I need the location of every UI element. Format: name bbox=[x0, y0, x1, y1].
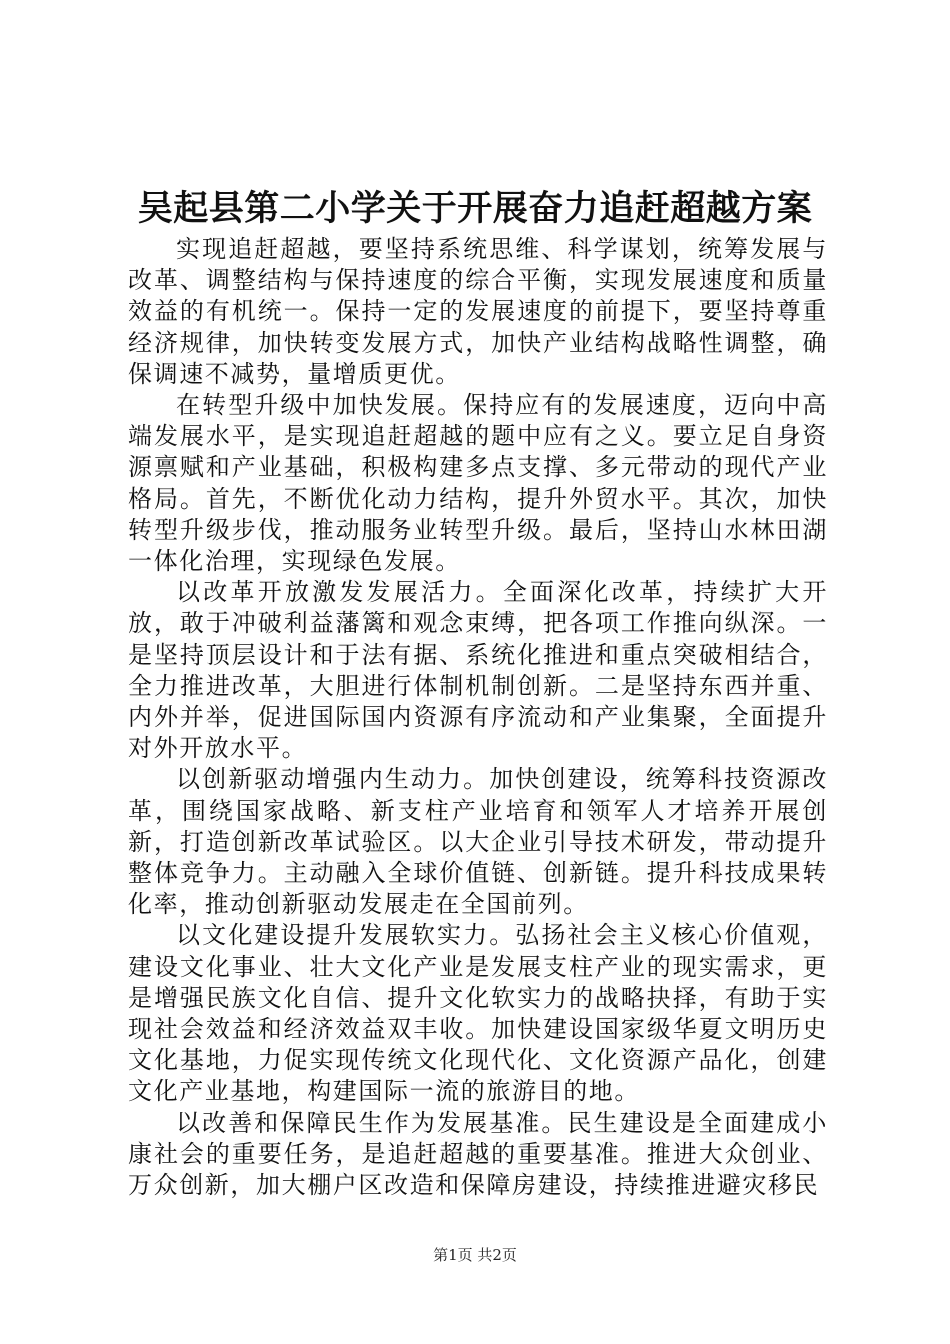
document-title: 吴起县第二小学关于开展奋力追赶超越方案 bbox=[137, 188, 813, 229]
paragraph-2: 在转型升级中加快发展。保持应有的发展速度，迈向中高端发展水平，是实现追赶超越的题中应有之义。要立足自身资源禀赋和产业基础，积极构建多点支撑、多元带动的现代产业格局。首先，不断优化动力结构，提升外贸水平。其次，加快转型升级步伐，推动服务业转型升级。最后，坚持山水林田湖一体化治理，实现绿色发展。 bbox=[128, 391, 828, 576]
paragraph-5: 以文化建设提升发展软实力。弘扬社会主义核心价值观，建设文化事业、壮大文化产业是发展支柱产业的现实需求，更是增强民族文化自信、提升文化软实力的战略抉择，有助于实现社会效益和经济效益双丰收。加快建设国家级华夏文明历史文化基地，力促实现传统文化现代化、文化资源产品化，创建文化产业基地，构建国际一流的旅游目的地。 bbox=[128, 921, 828, 1106]
page-number-footer: 第1页 共2页 bbox=[433, 1246, 517, 1264]
paragraph-6: 以改善和保障民生作为发展基准。民生建设是全面建成小康社会的重要任务，是追赶超越的重要基准。推进大众创业、万众创新，加大棚户区改造和保障房建设，持续推进避灾移民 bbox=[128, 1108, 828, 1200]
paragraph-4: 以创新驱动增强内生动力。加快创建设，统筹科技资源改革，围绕国家战略、新支柱产业培育和领军人才培养开展创新，打造创新改革试验区。以大企业引导技术研发，带动提升整体竞争力。主动融入全球价值链、创新链。提升科技成果转化率，推动创新驱动发展走在全国前列。 bbox=[128, 765, 828, 919]
document-body bbox=[128, 234, 828, 1201]
paragraph-1: 实现追赶超越，要坚持系统思维、科学谋划，统筹发展与改革、调整结构与保持速度的综合平衡，实现发展速度和质量效益的有机统一。保持一定的发展速度的前提下，要坚持尊重经济规律，加快转变发展方式，加快产业结构战略性调整，确保调速不减势，量增质更优。 bbox=[128, 235, 828, 388]
paragraph-3: 以改革开放激发发展活力。全面深化改革，持续扩大开放，敢于冲破利益藩篱和观念束缚，把各项工作推向纵深。一是坚持顶层设计和于法有据、系统化推进和重点突破相结合，全力推进改革，大胆进行体制机制创新。二是坚持东西并重、内外并举，促进国际国内资源有序流动和产业集聚，全面提升对外开放水平。 bbox=[128, 578, 828, 763]
